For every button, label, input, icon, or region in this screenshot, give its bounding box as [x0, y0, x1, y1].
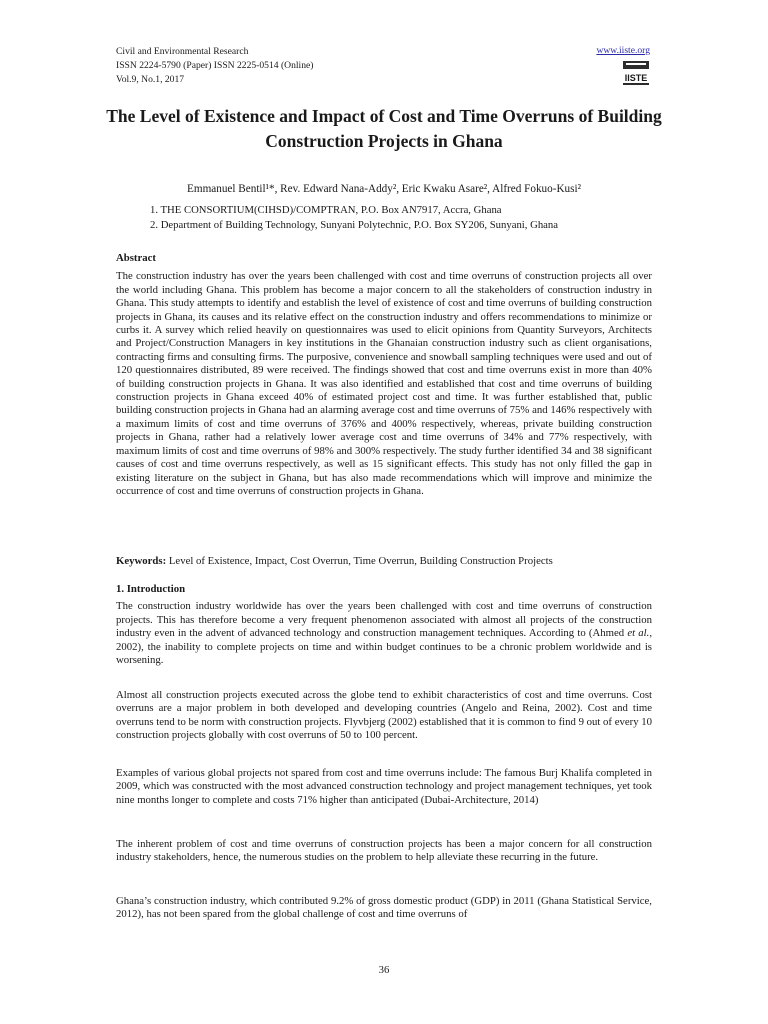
intro-p1-italic: et al., [627, 627, 653, 640]
iiste-logo-text: IISTE [624, 73, 648, 83]
journal-issn: ISSN 2224-5790 (Paper) ISSN 2225-0514 (Online) [116, 60, 314, 71]
intro-paragraph-2: Almost all construction projects executed across the globe tend to exhibit characteristics of cost and time overruns. Cost overruns are a major problem in both developed and developing countries (Angelo and Reina, 2002). Cost and time overruns tend to be norm with construction projects. Flyvbjerg (2002) established that it is common to find 9 out of every 10 construction projects globally with cost overruns of 50 to 100 percent. [116, 689, 653, 742]
intro-p1-text-b: 2002), the inability to complete projects on time and within budget continues to be a chronic problem worldwide and is worsening. [116, 640, 652, 667]
journal-volume: Vol.9, No.1, 2017 [116, 74, 185, 85]
keywords-label: Keywords: [116, 555, 167, 567]
keywords-line [116, 555, 652, 568]
intro-p1-text-a: The construction industry worldwide has over the years been challenged with cost and time overruns of construction projects. This has therefore become a very frequent phenomenon associated with almost all projects of the construction industry even in the advent of advanced technology and construction management techniques. According to (Ahmed [116, 600, 652, 640]
intro-paragraph-1 [116, 600, 652, 667]
journal-name: Civil and Environmental Research [116, 46, 249, 57]
journal-url-link[interactable]: www.iiste.org [596, 45, 650, 56]
abstract-text: The construction industry has over the years been challenged with cost and time overruns of construction projects all over the world including Ghana. This problem has become a major concern to all the stakeholders of construction industry in Ghana. This study attempts to identify and establish the level of existence of cost and time overruns of building construction projects in Ghana, its causes and its relative effect on the construction industry and offers recommendations to minimize or curbs it. A survey which relied heavily on questionnaires was used to elicit opinions from Quantity Surveyors, Architects and Project/Construction Managers in key institutions in the Ghanaian construction industry such as client organisations, contracting firms and consulting firms. The purposive, convenience and snowball sampling techniques were used and out of 120 questionnaires distributed, 89 were received. The findings showed that cost and time overruns exist in more than 40% of building construction projects in Ghana. It was also identified and established that cost and time overruns of building construction projects in Ghana exceed 40% of estimated project cost and time. It was further established that, public building construction projects in Ghana had an alarming average cost and time overruns of 75% and 146% respectively with a maximum limits of cost and time overruns of 376% and 400% respectively, whereas, private building construction projects in Ghana, rather had a relatively lower average cost and time overruns of 34% and 77% respectively, with maximum limits of cost and time overruns of 98% and 300% respectively. The study further identified 34 and 38 significant causes of cost and time overruns respectively, as well as 15 significant effects. This study has not only filled the gap in existing literature on the subject in Ghana, but has also made recommendations which will improve and minimize the occurrence of cost and time overruns of construction projects in Ghana. [116, 270, 652, 497]
intro-paragraph-5: Ghana’s construction industry, which contributed 9.2% of gross domestic product (GDP) in 2011 (Ghana Statistical Service, 2012), has not been spared from the global challenge of cost and time overruns of [116, 895, 652, 921]
abstract-heading: Abstract [116, 252, 157, 264]
introduction-heading: 1. Introduction [116, 583, 186, 595]
paper-title: The Level of Existence and Impact of Cost and Time Overruns of Building Construction Projects in Ghana [106, 106, 662, 151]
affiliation-item: 1. THE CONSORTIUM(CIHSD)/COMPTRAN, P.O. Box AN7917, Accra, Ghana [150, 204, 502, 216]
affiliation-item: 2. Department of Building Technology, Sunyani Polytechnic, P.O. Box SY206, Sunyani, Ghana [150, 218, 559, 231]
affiliation-list [150, 203, 558, 232]
intro-paragraph-3: Examples of various global projects not spared from cost and time overruns include: The famous Burj Khalifa completed in 2009, which was constructed with the most advanced construction technology and project management techniques, yet took nine months longer to complete and costs 71% higher than anticipated (Dubai-Architecture, 2014) [116, 767, 652, 806]
journal-header [116, 45, 313, 87]
author-list: Emmanuel Bentil¹*, Rev. Edward Nana-Addy², Eric Kwaku Asare², Alfred Fokuo-Kusi² [187, 183, 581, 195]
page-number: 36 [378, 964, 390, 976]
intro-paragraph-4: The inherent problem of cost and time overruns of construction projects has been a major concern for all construction industry stakeholders, hence, the numerous studies on the problem to help alleviate these recurring in the future. [116, 838, 652, 864]
keywords-text: Level of Existence, Impact, Cost Overrun, Time Overrun, Building Construction Projects [168, 555, 553, 567]
iiste-logo-icon [622, 59, 650, 87]
journal-site [596, 45, 650, 92]
introduction-section [116, 583, 652, 667]
abstract-section [116, 252, 652, 498]
